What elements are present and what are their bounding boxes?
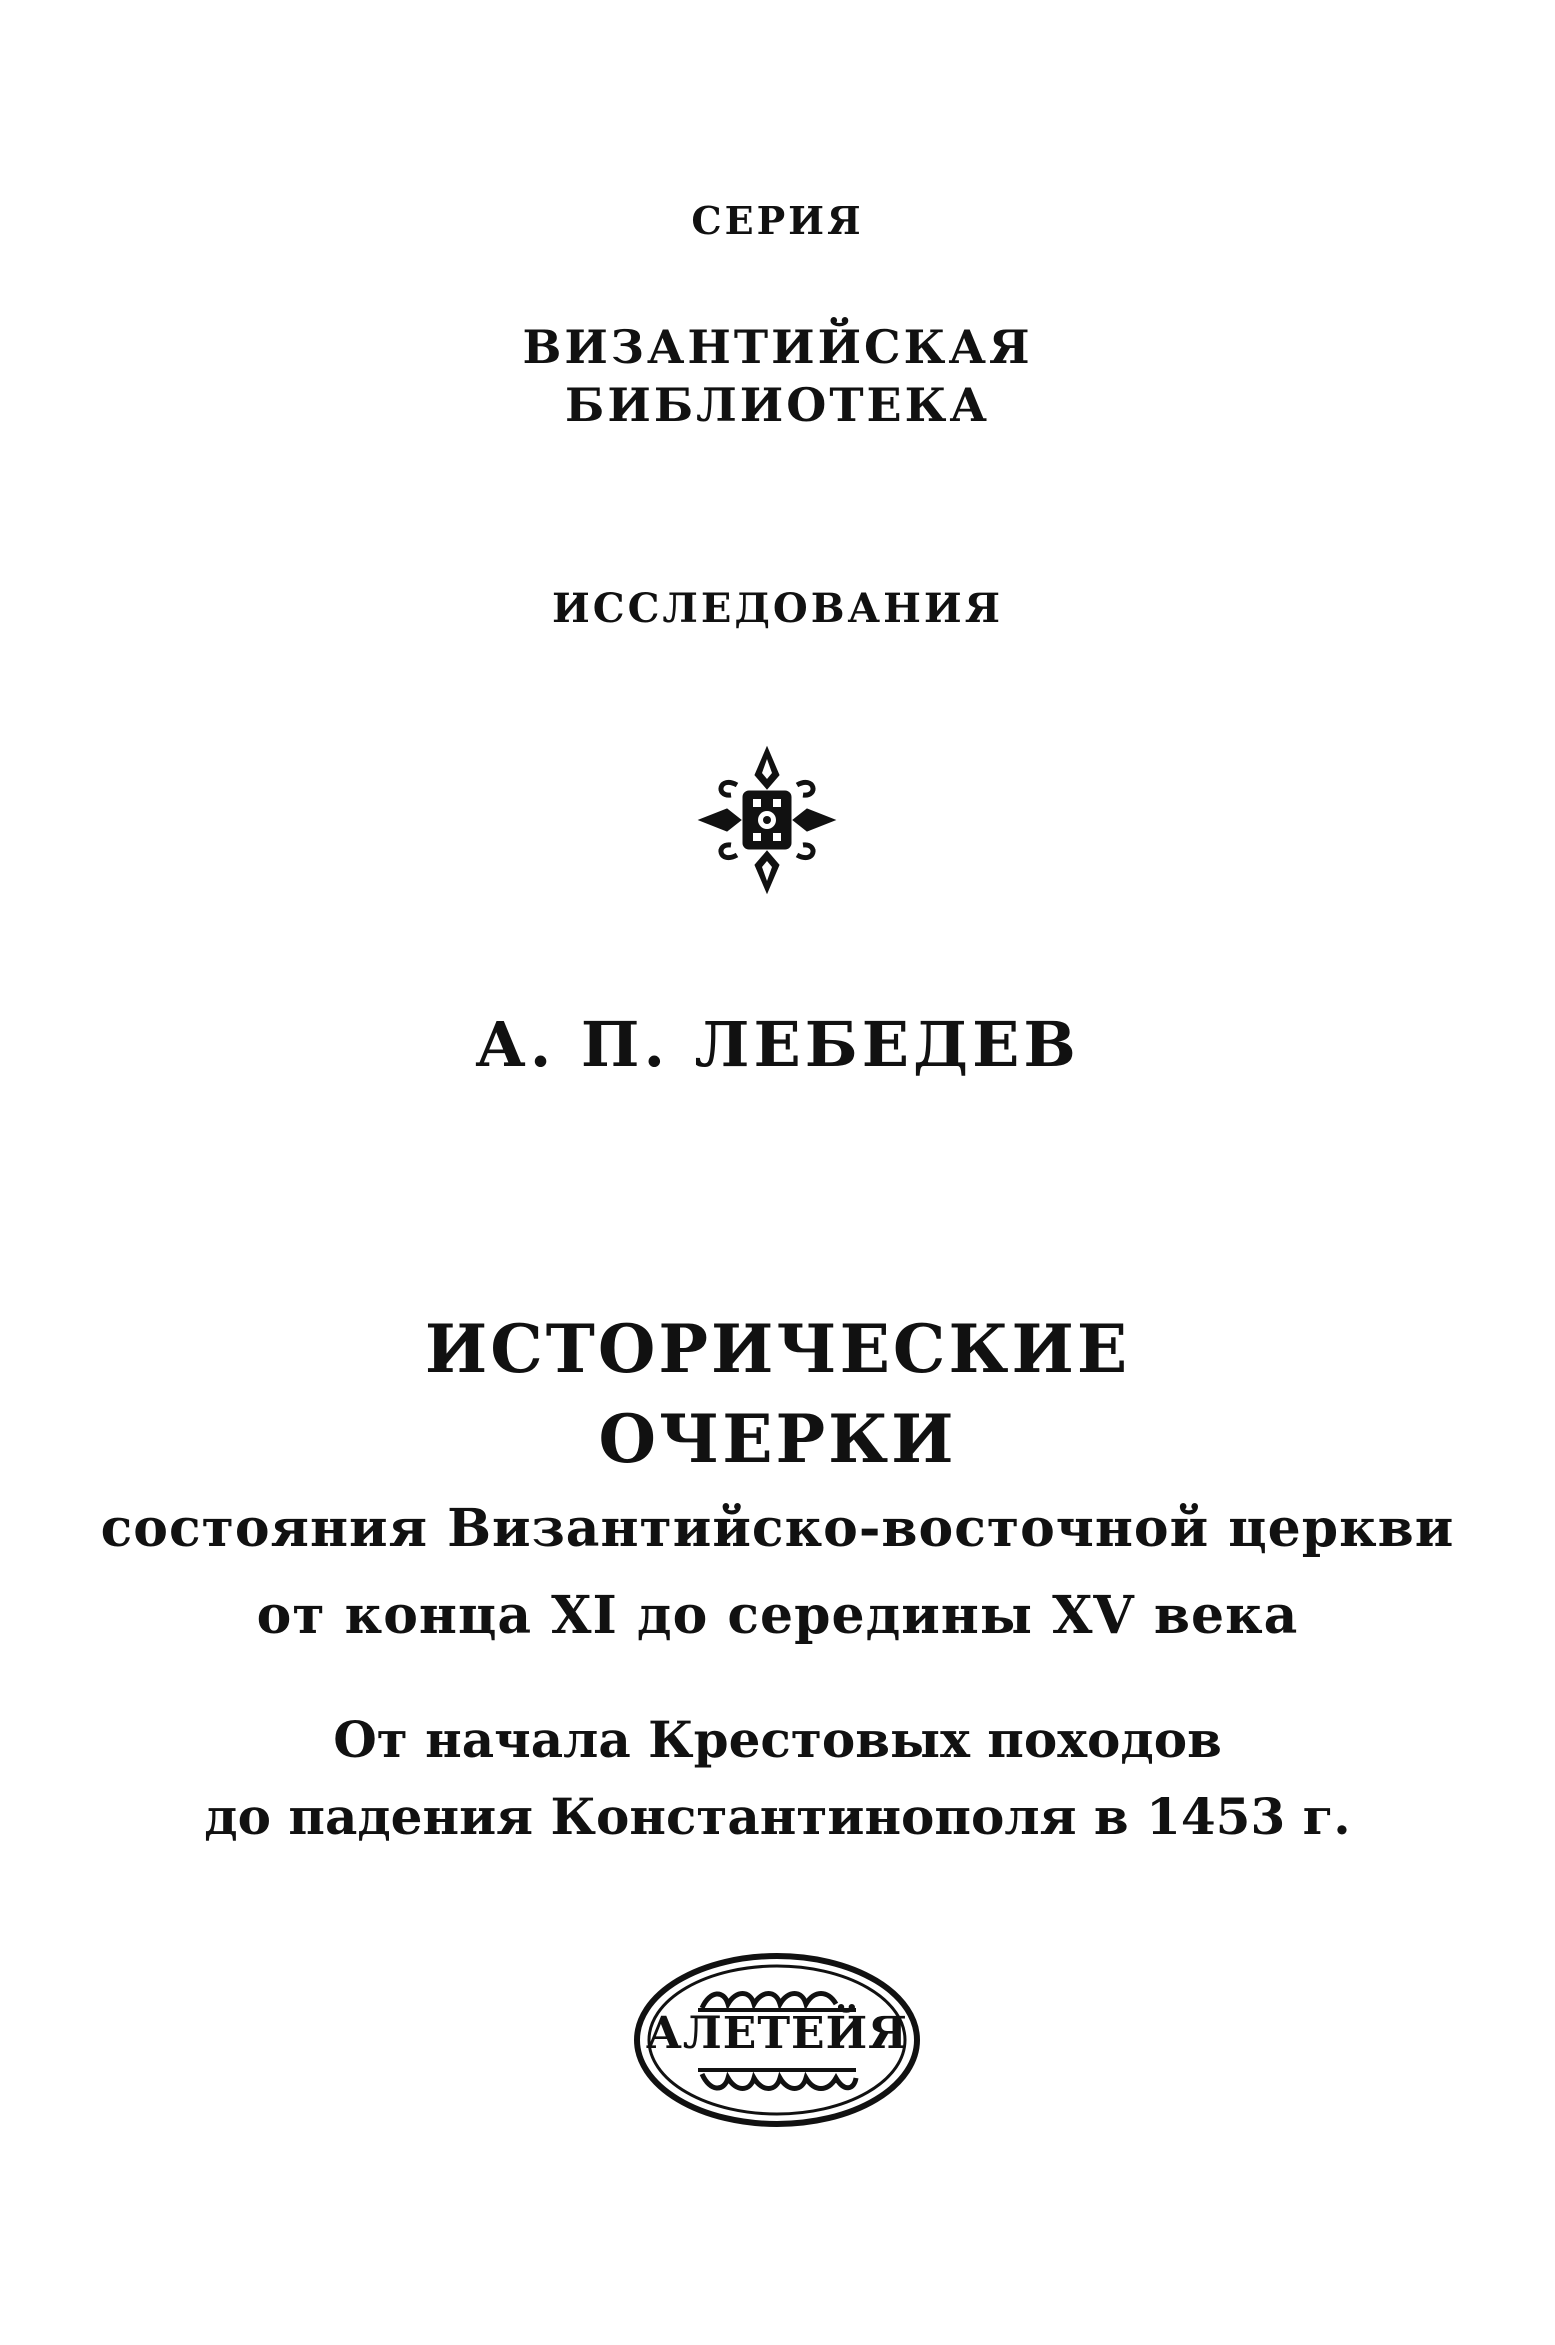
series-label: СЕРИЯ <box>691 198 864 243</box>
subseries-label: ИССЛЕДОВАНИЯ <box>552 585 1003 632</box>
series-name-line2: БИБЛИОТЕКА <box>565 378 990 432</box>
publisher-logo-text: АЛЕТЕЙЯ <box>646 2008 908 2059</box>
period-line2: до падения Константинополя в 1453 г. <box>204 1787 1351 1846</box>
title-line1: ИСТОРИЧЕСКИЕ <box>424 1310 1131 1388</box>
period-line1: От начала Крестовых походов <box>333 1710 1222 1769</box>
ornament-cross-icon <box>697 745 837 895</box>
author-name: А. П. ЛЕБЕДЕВ <box>475 1008 1080 1081</box>
subtitle-line2: от конца XI до середины XV века <box>256 1585 1299 1646</box>
title-line2: ОЧЕРКИ <box>598 1400 957 1478</box>
series-name-line1: ВИЗАНТИЙСКАЯ <box>522 320 1033 374</box>
subtitle-line1: состояния Византийско-восточной церкви <box>100 1498 1455 1559</box>
publisher-logo-icon <box>632 1950 922 2130</box>
